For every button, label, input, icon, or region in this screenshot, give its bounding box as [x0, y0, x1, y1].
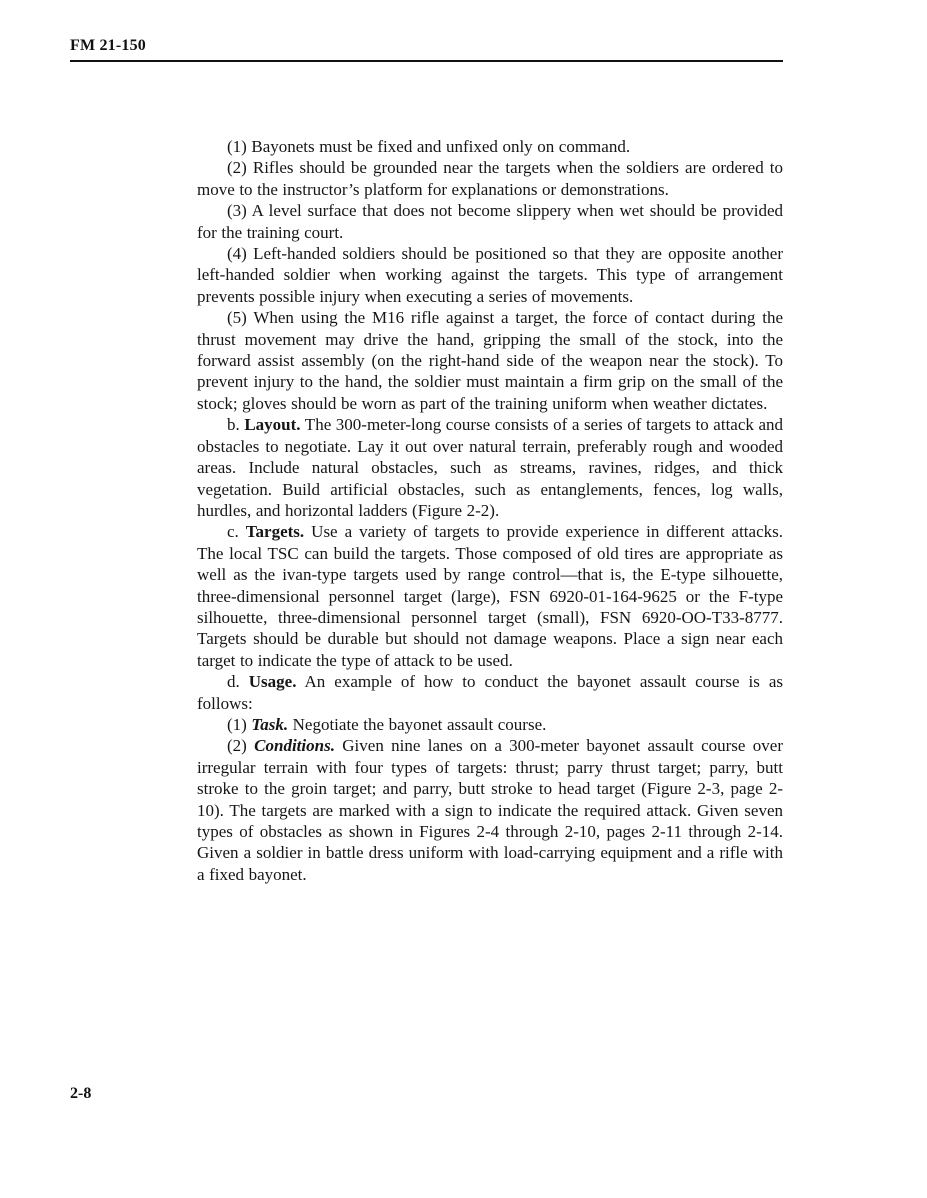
text-run: (2): [227, 736, 255, 756]
paragraph: [197, 200, 783, 243]
text-run: Use a variety of targets to provide experience in different attacks. The local TSC can build the targets. Those composed of old tires are appropriate as well as the ivan-type targets used by range control—that is, the E-type silhouette, three-dimensional personnel target (large), FSN 6920-01-164-9625 or the F-type silhouette, three-dimensional personnel target (small), FSN 6920-OO-T33-8777. Targets should be durable but should not damage weapons. Place a sign near each target to indicate the type of attack to be used.: [197, 522, 783, 670]
text-run: (3) A level surface that does not become slippery when wet should be provided for the training court.: [197, 201, 783, 242]
text-run: Layout.: [244, 415, 301, 435]
text-run: (5) When using the M16 rifle against a target, the force of contact during the thrust movement may drive the hand, gripping the small of the stock, into the forward assist assembly (on the right-hand side of the weapon near the stock). To prevent injury to the hand, the soldier must maintain a firm grip on the small of the stock; gloves should be worn as part of the training uniform when weather dictates.: [197, 308, 783, 413]
text-run: The 300-meter-long course consists of a series of targets to attack and obstacles to negotiate. Lay it out over natural terrain, preferably rough and wooded areas. Include natural obstacles, such as streams, ravines, ridges, and thick vegetation. Build artificial obstacles, such as entanglements, fences, log walls, hurdles, and horizontal ladders (Figure 2-2).: [197, 415, 783, 520]
paragraph: [197, 714, 783, 735]
document-header-text: FM 21-150: [70, 37, 147, 54]
text-run: (2) Rifles should be grounded near the targets when the soldiers are ordered to move to the instructor’s platform for explanations or demonstrations.: [197, 158, 783, 199]
paragraph: [197, 136, 783, 157]
text-run: d.: [227, 672, 249, 692]
paragraph: [197, 243, 783, 307]
header-rule: [70, 60, 783, 62]
paragraph: [197, 671, 783, 714]
text-run: Targets.: [245, 522, 305, 542]
paragraph: [197, 307, 783, 414]
text-run: (1): [227, 714, 252, 734]
paragraph: [197, 521, 783, 671]
text-run: Usage.: [248, 672, 297, 692]
paragraph: [197, 157, 783, 200]
paragraph: [197, 414, 783, 521]
page-number: 2-8: [70, 1085, 92, 1102]
text-run: Given nine lanes on a 300-meter bayonet assault course over irregular terrain with four types of targets: thrust; parry thrust target; parry, butt stroke to the groin target; and parry, butt stroke to head target (Figure 2-3, page 2-10). The targets are marked with a sign to indicate the required attack. Given seven types of obstacles as shown in Figures 2-4 through 2-10, pages 2-11 through 2-14. Given a soldier in battle dress uniform with load-carrying equipment and a rifle with a fixed bayonet.: [197, 736, 783, 884]
text-run: b.: [227, 415, 245, 435]
text-run: An example of how to conduct the bayonet assault course is as follows:: [197, 672, 783, 713]
text-run: (1) Bayonets must be fixed and unfixed only on command.: [227, 137, 631, 156]
text-run: Task.: [251, 714, 289, 734]
text-run: Conditions.: [254, 736, 335, 756]
paragraph: [197, 735, 783, 885]
text-run: c.: [227, 522, 246, 542]
text-run: Negotiate the bayonet assault course.: [288, 714, 547, 734]
text-run: (4) Left-handed soldiers should be positioned so that they are opposite another left-handed soldier when working against the targets. This type of arrangement prevents possible injury when executing a series of movements.: [197, 244, 783, 306]
document-body: [197, 136, 783, 885]
